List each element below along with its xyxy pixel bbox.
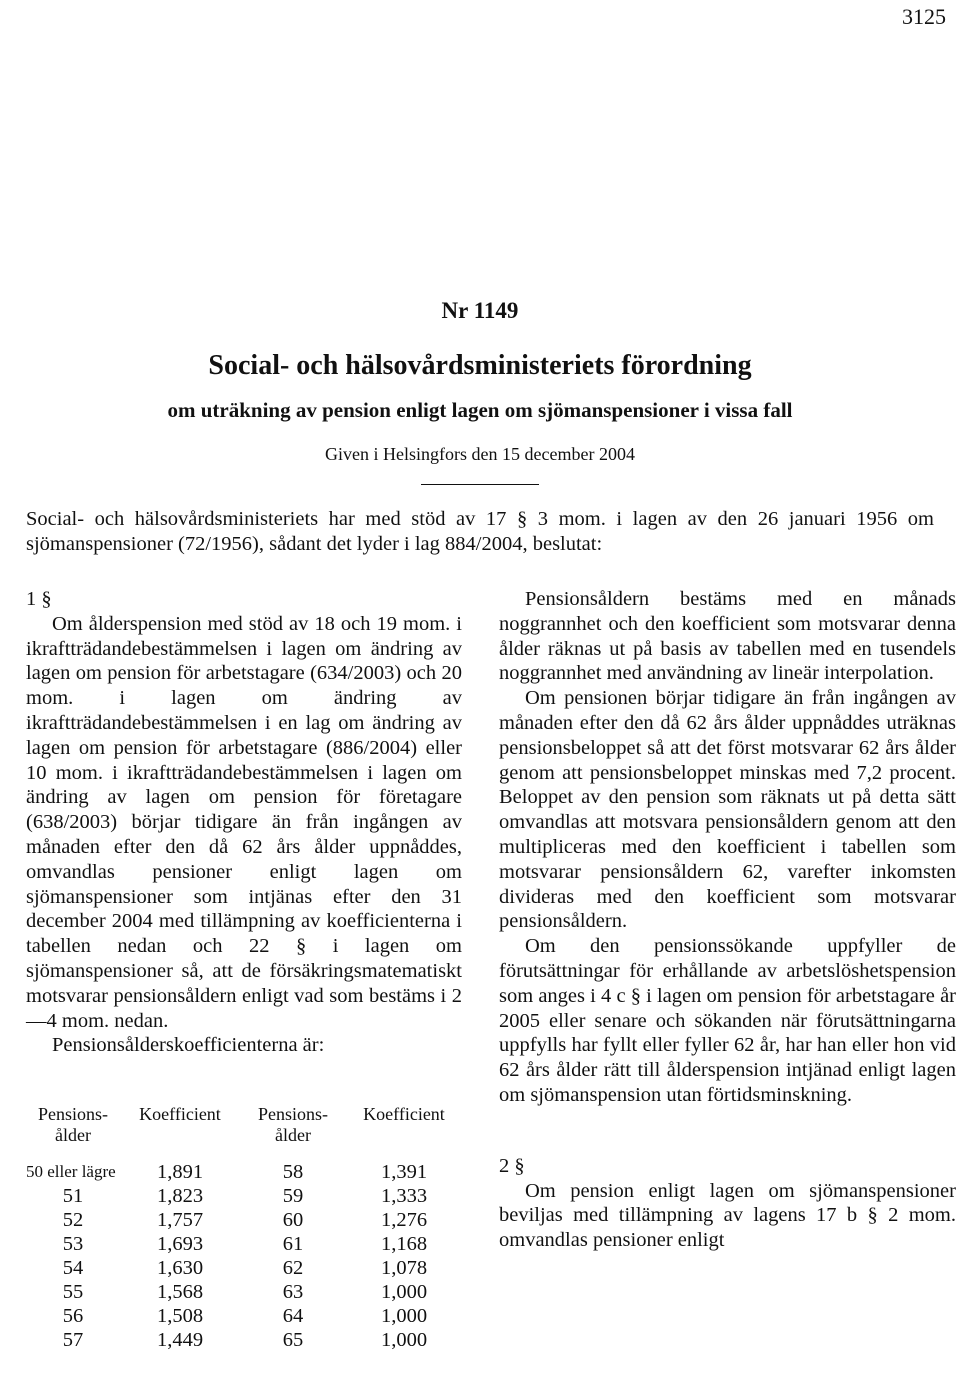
- age-cell: 58: [282, 1161, 304, 1183]
- coefficient-cell: 1,693: [156, 1233, 204, 1255]
- section-spacer: [499, 1108, 956, 1154]
- age-cell: 50 eller lägre: [26, 1162, 116, 1181]
- coefficient-cell: 1,891: [156, 1161, 204, 1183]
- table-row: [26, 1184, 462, 1208]
- coefficient-cell: 1,000: [380, 1281, 428, 1303]
- table-row: [26, 1280, 462, 1304]
- page-number: 3125: [902, 4, 946, 29]
- header-pension-age-2: Pensions- ålder: [257, 1104, 328, 1145]
- coefficient-cell: 1,333: [380, 1185, 428, 1207]
- table-row: [26, 1256, 462, 1280]
- preamble-text: Social- och hälsovårdsministeriets har med stöd av 17 § 3 mom. i lagen av den 26 januari 1956 om sjömanspensioner (72/1956), sådant det lyder i lag 884/2004, beslutat:: [26, 508, 934, 555]
- section-1-paragraph: Om ålderspension med stöd av 18 och 19 mom. i ikraftträdandebestämmelsen i lagen om ändring av lagen om pension för arbetstagare (634/2003) och 20 mom. i lagen om ändring av ikraftträdandebestämmelsen i en lag om ändring av lagen om pension för arbetstagare (886/2004) eller 10 mom. i ikraftträdandebestämmelsen i lagen om ändring av lagen om pension för företagare (638/2003) börjar tidigare än från ingången av månaden efter den då 62 års ålder uppnåddes, omvandlas pensioner enligt lagen om sjömanspensioner som intjänas efter den 31 december 2004 med tillämpning av koefficienterna i tabellen nedan och 22 § i lagen om sjömanspensioner så, att de försäkringsmatematiskt motsvarar pensionsåldern enligt vad som bestäms i 2—4 mom. nedan.: [26, 612, 462, 1032]
- age-cell: 56: [62, 1305, 84, 1327]
- age-cell: 53: [62, 1233, 84, 1255]
- age-cell: 52: [62, 1209, 84, 1231]
- right-paragraph-1: Pensionsåldern bestäms med en månads noggrannhet och den koefficient som motsvarar denna ålder räknas ut på basis av tabellen med en tusendels noggrannhet med användning av lineär interpolation.: [499, 588, 956, 685]
- age-cell: 60: [282, 1209, 304, 1231]
- document-title: Social- och hälsovårdsministeriets förordning: [208, 350, 752, 381]
- right-paragraph-2: Om pensionen börjar tidigare än från ingången av månaden efter den då 62 års ålder uppnåddes uträknas pensionsbeloppet så att det först motsvarar 62 års ålder genom att pensionsbeloppet minskas med 7,2 procent. Beloppet av den pension som räknats ut på detta sätt omvandlas att motsvara pensionsåldern genom att den multipliceras med den koefficient i tabellen som motsvarar pensionsåldern 62, varefter inkomsten divideras med den koefficient som motsvarar pensionsåldern.: [499, 687, 956, 933]
- coefficient-table: [26, 1104, 462, 1352]
- header-divider: [421, 484, 539, 485]
- table-header-row: [26, 1104, 462, 1160]
- age-cell: 61: [282, 1233, 304, 1255]
- age-cell: 62: [282, 1257, 304, 1279]
- right-column: [499, 587, 956, 1253]
- age-cell: 59: [282, 1185, 304, 1207]
- coefficient-cell: 1,391: [380, 1161, 428, 1183]
- coefficient-cell: 1,823: [156, 1185, 204, 1207]
- age-cell: 57: [62, 1329, 84, 1351]
- table-row: [26, 1208, 462, 1232]
- given-date-line: Given i Helsingfors den 15 december 2004: [325, 444, 635, 464]
- coefficient-cell: 1,000: [380, 1329, 428, 1351]
- table-intro: Pensionsålderskoefficienterna är:: [52, 1034, 325, 1057]
- age-cell: 64: [282, 1305, 304, 1327]
- header-coefficient-1: Koefficient: [139, 1104, 221, 1124]
- header-pension-age-1: Pensions- ålder: [37, 1104, 108, 1145]
- header-coefficient-2: Koefficient: [363, 1104, 445, 1124]
- coefficient-cell: 1,449: [156, 1329, 204, 1351]
- section-1-heading: 1 §: [26, 588, 52, 610]
- table-row: [26, 1328, 462, 1352]
- section-2-paragraph: Om pension enligt lagen om sjömanspensioner beviljas med tillämpning av lagens 17 b § 2 mom. omvandlas pensioner enligt: [499, 1179, 956, 1252]
- table-row: [26, 1304, 462, 1328]
- document-number: Nr 1149: [441, 298, 519, 323]
- right-paragraph-3: Om den pensionssökande uppfyller de förutsättningar för erhållande av arbetslöshetspension som anges i 4 c § i lagen om pension för arbetstagare år 2005 eller senare och sökanden när förutsättningarna uppfylls har fyllt eller fyller 62 år, har han eller hon vid 62 års ålder rätt till ålderspension intjänad enligt lagen om sjömanspension utan förtidsminskning.: [499, 935, 956, 1106]
- coefficient-cell: 1,757: [156, 1209, 204, 1231]
- coefficient-cell: 1,000: [380, 1305, 428, 1327]
- age-cell: 65: [282, 1329, 304, 1351]
- preamble: [26, 507, 934, 557]
- table-row: [26, 1160, 462, 1184]
- coefficient-cell: 1,276: [380, 1209, 428, 1231]
- age-cell: 51: [62, 1185, 84, 1207]
- document-subtitle: om uträkning av pension enligt lagen om sjömanspensioner i vissa fall: [167, 398, 793, 422]
- coefficient-cell: 1,508: [156, 1305, 204, 1327]
- coefficient-cell: 1,168: [380, 1233, 428, 1255]
- coefficient-cell: 1,078: [380, 1257, 428, 1279]
- coefficient-cell: 1,630: [156, 1257, 204, 1279]
- age-cell: 54: [62, 1257, 84, 1279]
- age-cell: 55: [62, 1281, 84, 1303]
- left-column: [26, 587, 462, 1058]
- table-row: [26, 1232, 462, 1256]
- section-2-heading: 2 §: [499, 1154, 525, 1177]
- age-cell: 63: [282, 1281, 304, 1303]
- coefficient-cell: 1,568: [156, 1281, 204, 1303]
